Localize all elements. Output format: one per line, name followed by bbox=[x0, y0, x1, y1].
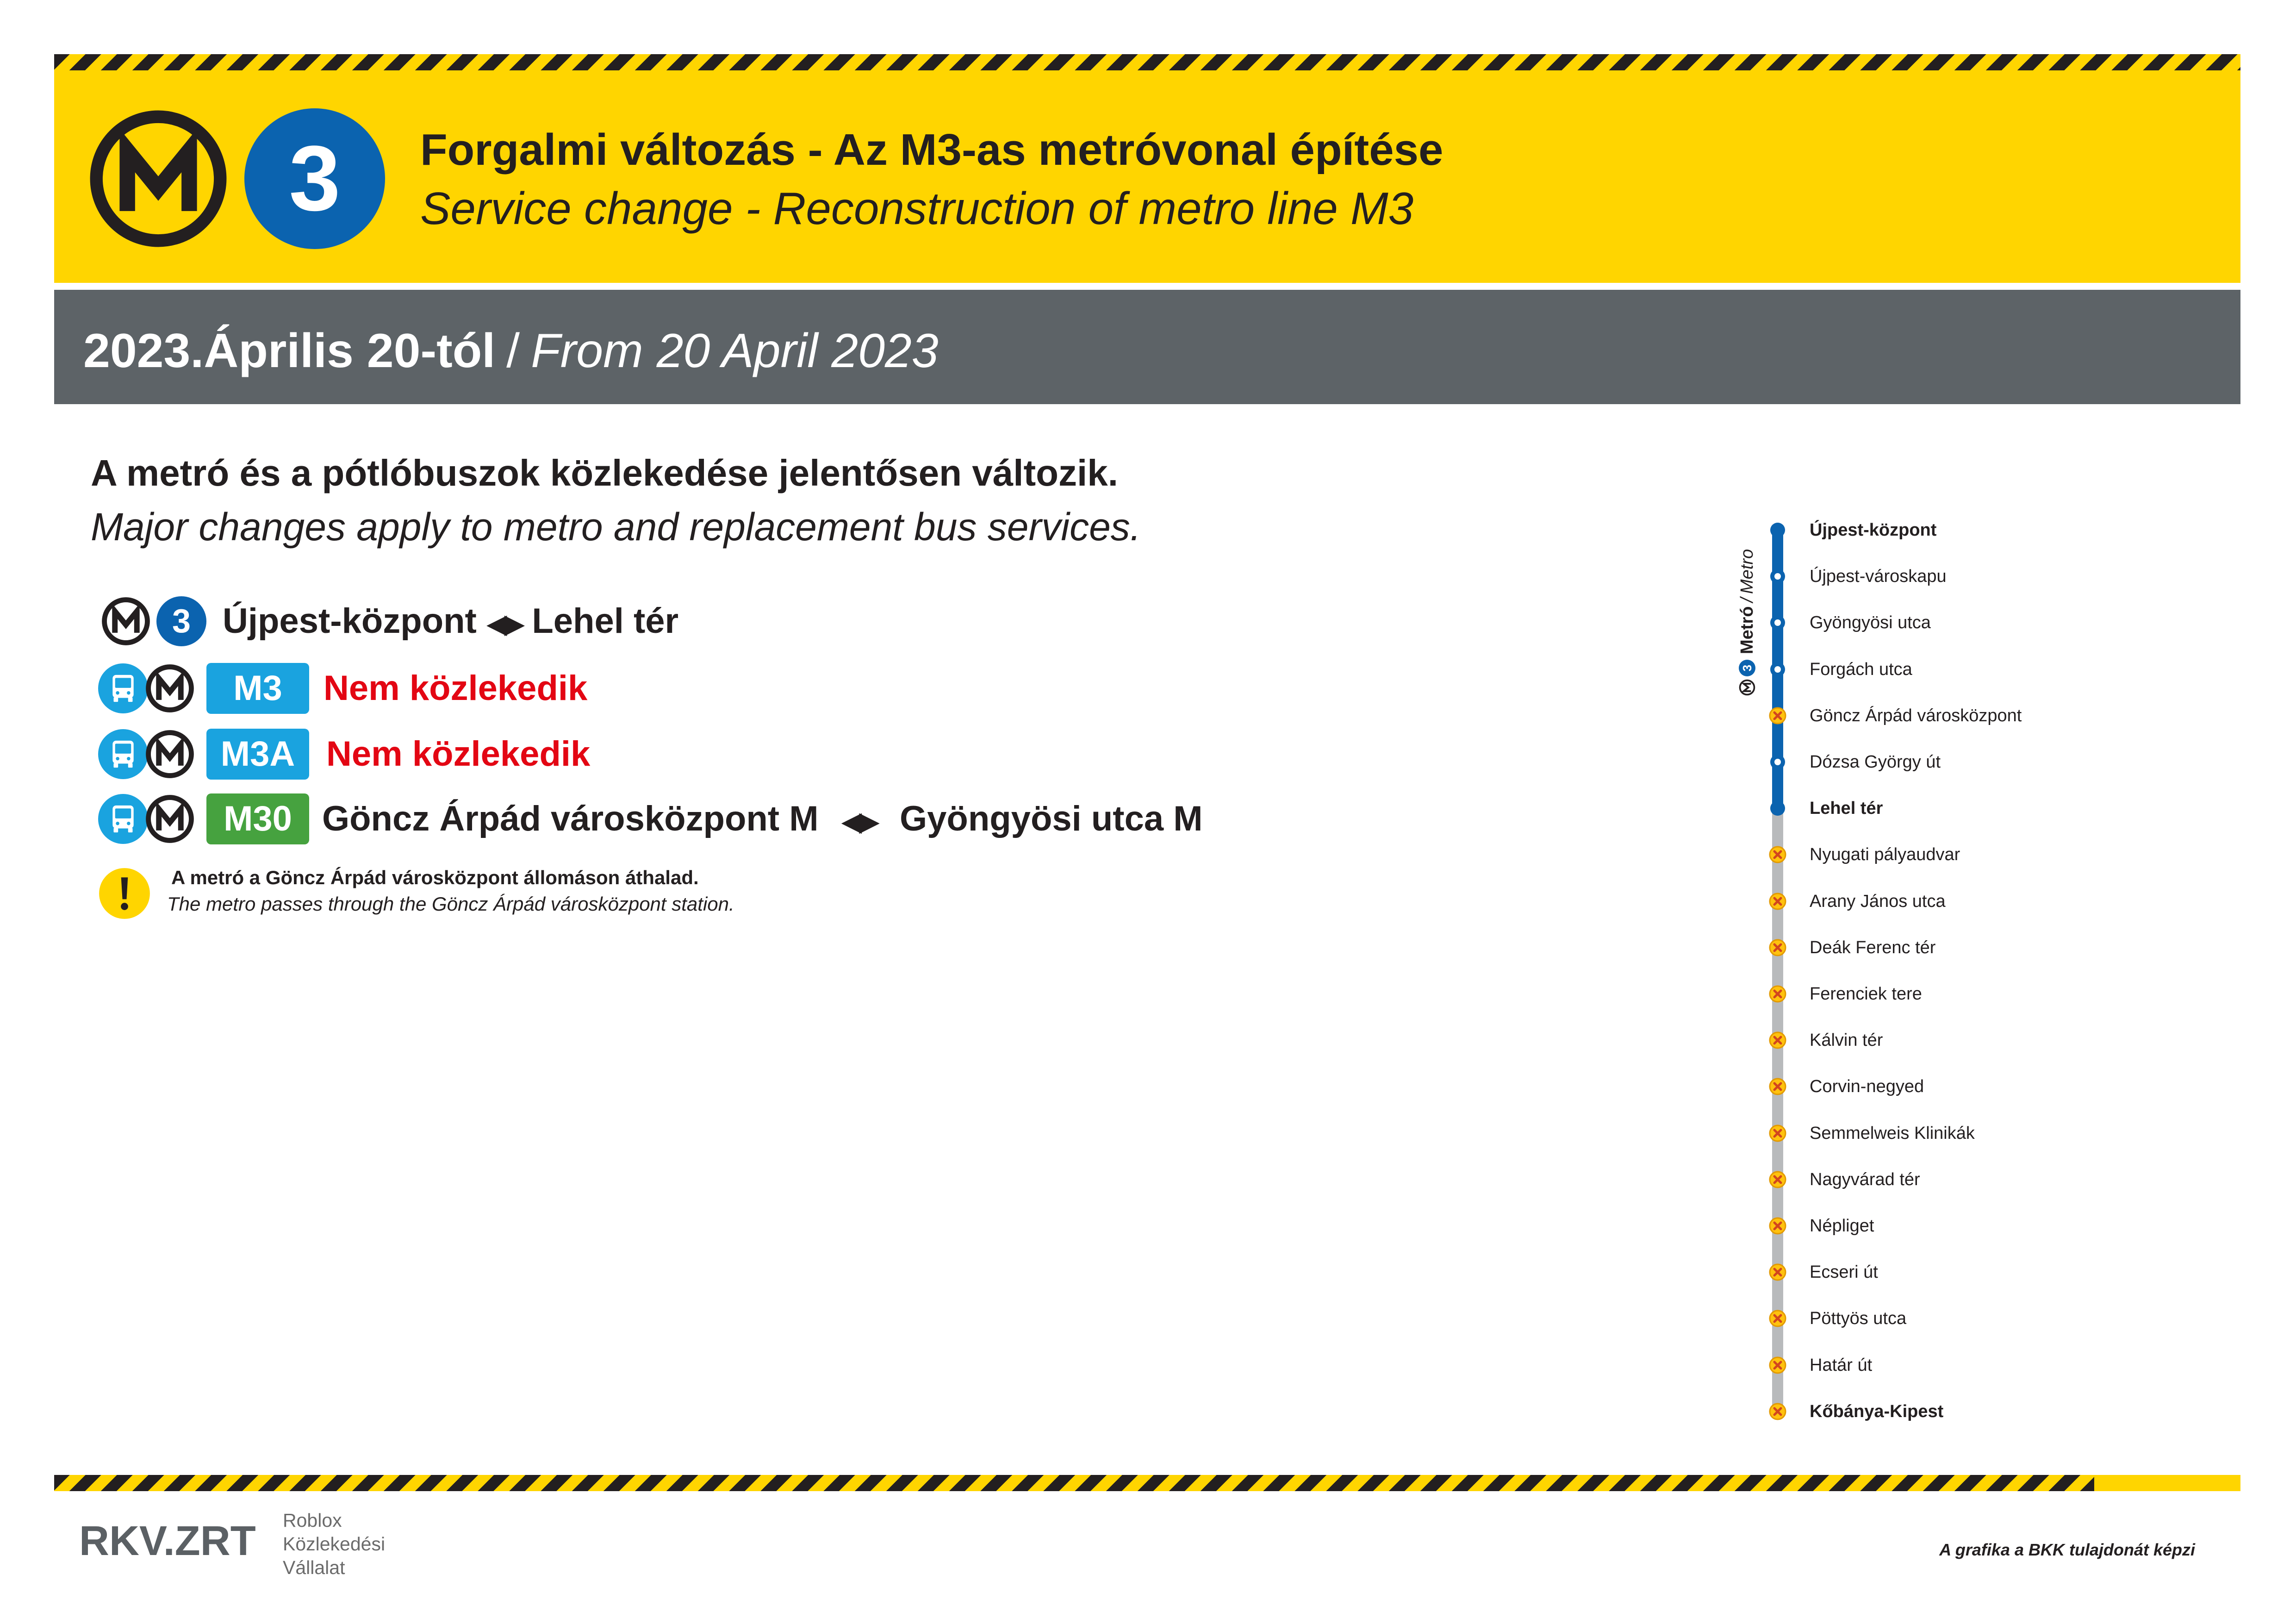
hazard-stripe-bottom bbox=[54, 1475, 2094, 1491]
footer-organization bbox=[283, 1509, 385, 1580]
closed-station-icon bbox=[1766, 890, 1789, 913]
service-route-metro bbox=[223, 596, 678, 646]
station-name: Újpest-városkapu bbox=[1810, 567, 1947, 587]
station-name: Semmelweis Klinikák bbox=[1810, 1123, 1975, 1143]
station-name: Nyugati pályaudvar bbox=[1810, 845, 1960, 865]
route-from: Újpest-központ bbox=[223, 601, 477, 641]
closed-station-icon bbox=[1766, 1168, 1789, 1191]
station-item bbox=[1766, 611, 1931, 634]
station-name: Lehel tér bbox=[1810, 799, 1883, 818]
station-item bbox=[1766, 518, 1936, 542]
station-name: Göncz Árpád városközpont bbox=[1810, 706, 2022, 725]
station-name: Forgách utca bbox=[1810, 659, 1912, 679]
notice-heading-en: Major changes apply to metro and replacement bus services. bbox=[91, 505, 1141, 549]
bus-icon bbox=[98, 663, 148, 713]
footer-org-line: Közlekedési bbox=[283, 1533, 386, 1555]
closed-station-icon bbox=[1766, 843, 1789, 866]
footer-credit: A grafika a BKK tulajdonát képzi bbox=[1939, 1540, 2195, 1559]
station-item bbox=[1766, 797, 1883, 820]
station-name: Kálvin tér bbox=[1810, 1031, 1883, 1050]
bidirectional-arrow-icon: ◀▶ bbox=[486, 608, 523, 639]
warning-text: A metró a Göncz Árpád városközpont állomáson áthalad. bbox=[171, 867, 699, 888]
station-name: Ferenciek tere bbox=[1810, 984, 1922, 1004]
line-diagram-label bbox=[1736, 520, 1758, 696]
bidirectional-arrow-icon: ◀▶ bbox=[841, 806, 877, 837]
route-to: Gyöngyösi utca M bbox=[900, 799, 1203, 838]
line-3-icon: 3 bbox=[244, 108, 385, 249]
diagram-label-separator: / bbox=[1737, 597, 1757, 603]
station-item bbox=[1766, 936, 1935, 959]
date-separator: / bbox=[506, 324, 520, 378]
station-name: Kőbánya-Kipest bbox=[1810, 1401, 1944, 1421]
station-name: Népliget bbox=[1810, 1216, 1874, 1236]
station-item bbox=[1766, 750, 1941, 774]
blue-ring-icon bbox=[1766, 565, 1789, 588]
station-name: Újpest-központ bbox=[1810, 520, 1937, 540]
metro-icon bbox=[145, 663, 195, 713]
footer-brand-logo: RKV.ZRT bbox=[79, 1518, 256, 1564]
closed-station-icon bbox=[1766, 1307, 1789, 1330]
closed-station-icon bbox=[1766, 1261, 1789, 1284]
station-name: Határ út bbox=[1810, 1355, 1873, 1375]
station-item bbox=[1766, 1029, 1883, 1052]
station-name: Nagyvárad tér bbox=[1810, 1169, 1920, 1189]
closed-station-icon bbox=[1766, 1400, 1789, 1423]
station-item bbox=[1766, 1075, 1924, 1098]
station-item bbox=[1766, 704, 2022, 727]
metro-icon bbox=[145, 794, 195, 844]
date-hu: 2023.Április 20-tól bbox=[83, 324, 496, 378]
closed-station-icon bbox=[1766, 1354, 1789, 1377]
blue-dot-icon bbox=[1766, 518, 1789, 542]
diagram-label-hu: Metró bbox=[1737, 606, 1757, 654]
station-item bbox=[1766, 890, 1946, 913]
station-item bbox=[1766, 1400, 1943, 1423]
bus-icon bbox=[98, 794, 148, 844]
metro-icon bbox=[145, 729, 195, 779]
station-name: Deák Ferenc tér bbox=[1810, 937, 1936, 957]
closed-station-icon bbox=[1766, 1029, 1789, 1052]
blue-ring-icon bbox=[1766, 611, 1789, 634]
station-name: Corvin-negyed bbox=[1810, 1077, 1924, 1097]
closed-station-icon bbox=[1766, 704, 1789, 727]
station-item bbox=[1766, 1122, 1975, 1145]
station-name: Arany János utca bbox=[1810, 891, 1946, 911]
station-item bbox=[1766, 1214, 1874, 1237]
metro-logo-icon bbox=[88, 108, 229, 249]
warning-text-en: The metro passes through the Göncz Árpád városközpont station. bbox=[167, 893, 734, 915]
hazard-stripe-end bbox=[2094, 1475, 2240, 1491]
line-3-icon: 3 bbox=[1739, 660, 1755, 676]
bus-icon bbox=[98, 729, 148, 779]
station-name: Dózsa György út bbox=[1810, 752, 1941, 772]
date-en: From 20 April 2023 bbox=[531, 324, 939, 378]
metro-icon bbox=[101, 596, 151, 646]
station-name: Ecseri út bbox=[1810, 1262, 1878, 1282]
closed-station-icon bbox=[1766, 1075, 1789, 1098]
footer-org-line: Vállalat bbox=[283, 1557, 345, 1578]
station-name: Gyöngyösi utca bbox=[1810, 613, 1931, 633]
page-subtitle: Service change - Reconstruction of metro line M3 bbox=[420, 183, 1414, 234]
station-item bbox=[1766, 1261, 1878, 1284]
station-item bbox=[1766, 1354, 1872, 1377]
closed-station-icon bbox=[1766, 936, 1789, 959]
closed-station-icon bbox=[1766, 1214, 1789, 1237]
station-item bbox=[1766, 982, 1922, 1006]
effective-date bbox=[83, 324, 939, 378]
station-name: Pöttyös utca bbox=[1810, 1309, 1907, 1329]
station-item bbox=[1766, 1307, 1906, 1330]
service-route-m30 bbox=[322, 794, 1203, 844]
station-item bbox=[1766, 1168, 1920, 1191]
page-title: Forgalmi változás - Az M3-as metróvonal építése bbox=[420, 125, 1444, 175]
blue-dot-icon bbox=[1766, 797, 1789, 820]
station-item bbox=[1766, 843, 1960, 866]
station-list bbox=[1766, 0, 2229, 1624]
diagram-label-en: Metro bbox=[1737, 549, 1757, 594]
service-status: Nem közlekedik bbox=[326, 734, 591, 774]
blue-ring-icon bbox=[1766, 658, 1789, 681]
exclamation-icon bbox=[99, 868, 150, 919]
route-badge-m30: M30 bbox=[206, 793, 309, 844]
closed-station-icon bbox=[1766, 982, 1789, 1006]
route-badge-m3a: M3A bbox=[206, 729, 309, 780]
metro-icon bbox=[1739, 679, 1755, 696]
closed-station-icon bbox=[1766, 1122, 1789, 1145]
station-item bbox=[1766, 565, 1947, 588]
line-3-icon: 3 bbox=[156, 596, 206, 646]
route-to: Lehel tér bbox=[532, 601, 679, 641]
blue-ring-icon bbox=[1766, 750, 1789, 774]
station-item bbox=[1766, 658, 1912, 681]
footer-org-line: Roblox bbox=[283, 1510, 342, 1531]
route-from: Göncz Árpád városközpont M bbox=[322, 799, 819, 838]
notice-heading: A metró és a pótlóbuszok közlekedése jelentősen változik. bbox=[91, 452, 1118, 493]
route-badge-m3: M3 bbox=[206, 663, 309, 714]
service-status: Nem közlekedik bbox=[324, 668, 588, 708]
